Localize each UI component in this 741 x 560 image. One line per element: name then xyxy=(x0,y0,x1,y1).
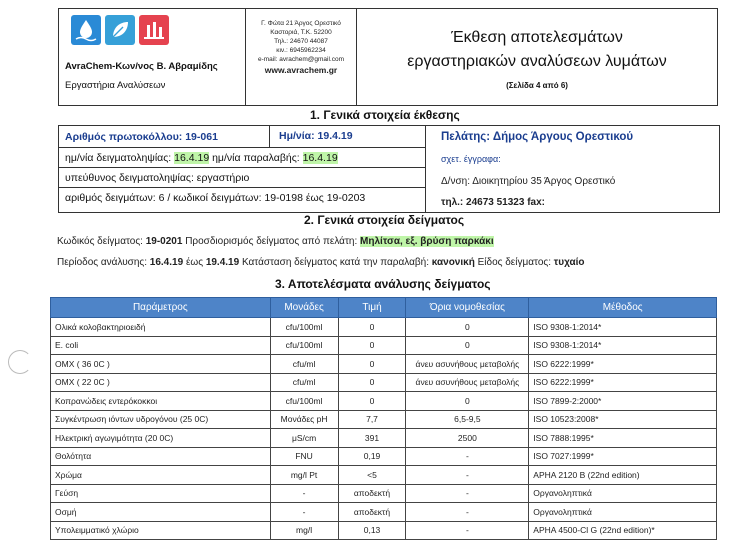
col-method: Μέθοδος xyxy=(529,298,717,318)
param-cell: Ολικά κολοβακτηριοειδή xyxy=(51,318,271,337)
value-cell: 0 xyxy=(338,373,406,392)
address-line-2: Καστοριά, Τ.Κ. 52200 xyxy=(270,29,332,36)
lab-name: Εργαστήρια Αναλύσεων xyxy=(65,80,166,91)
units-cell: - xyxy=(270,503,338,522)
results-body xyxy=(51,318,717,540)
title-block xyxy=(357,9,717,105)
limits-cell: άνευ ασυνήθους μεταβολής xyxy=(406,373,529,392)
responsible: υπεύθυνος δειγματοληψίας: εργαστήριο xyxy=(65,172,250,184)
value-cell: 7,7 xyxy=(338,410,406,429)
method-cell: ISO 10523:2008* xyxy=(529,410,717,429)
report-info-box xyxy=(58,125,720,213)
value-cell: 0 xyxy=(338,336,406,355)
value-cell: 0,19 xyxy=(338,447,406,466)
method-cell: ISO 7899-2:2000* xyxy=(529,392,717,411)
col-limits: Όρια νομοθεσίας xyxy=(406,298,529,318)
value-cell: 0 xyxy=(338,318,406,337)
table-row xyxy=(51,410,717,429)
table-row xyxy=(51,521,717,540)
website[interactable]: www.avrachem.gr xyxy=(264,65,338,75)
client-address: Δ/νση: Διοικητηρίου 35 Άργος Ορεστικό xyxy=(441,176,616,187)
limits-cell: 0 xyxy=(406,392,529,411)
limits-cell: - xyxy=(406,447,529,466)
table-row xyxy=(51,466,717,485)
leaf-logo-icon xyxy=(105,15,135,45)
sample-kind: τυχαίο xyxy=(553,257,585,268)
param-cell: Γεύση xyxy=(51,484,271,503)
units-cell: cfu/ml xyxy=(270,355,338,374)
limits-cell: 0 xyxy=(406,318,529,337)
responsible-row xyxy=(59,168,425,188)
table-row xyxy=(51,373,717,392)
client-phone: τηλ.: 24673 51323 fax: xyxy=(441,197,545,208)
method-cell: ISO 7888:1995* xyxy=(529,429,717,448)
report-date: Ημ/νία: 19.4.19 xyxy=(279,130,353,142)
sampling-date: 16.4.19 xyxy=(174,152,210,164)
contact-block xyxy=(246,9,357,105)
param-cell: Χρώμα xyxy=(51,466,271,485)
section-3-title: 3. Αποτελέσματα ανάλυσης δείγματος xyxy=(275,277,491,291)
period-to-label: έως xyxy=(185,257,204,268)
protocol-number: Αριθμός πρωτοκόλλου: 19-061 xyxy=(65,131,218,143)
method-cell: ISO 6222:1999* xyxy=(529,355,717,374)
period-label: Περίοδος ανάλυσης: xyxy=(57,257,147,268)
param-cell: ΟΜΧ ( 22 0C ) xyxy=(51,373,271,392)
param-cell: ΟΜΧ ( 36 0C ) xyxy=(51,355,271,374)
section-1-title: 1. Γενικά στοιχεία έκθεσης xyxy=(310,108,460,122)
identification-label: Προσδιορισμός δείγματος από πελάτη: xyxy=(185,236,358,247)
table-row xyxy=(51,447,717,466)
limits-cell: - xyxy=(406,503,529,522)
method-cell: ISO 9308-1:2014* xyxy=(529,336,717,355)
kind-label: Είδος δείγματος: xyxy=(477,257,551,268)
param-cell: E. coli xyxy=(51,336,271,355)
samples-row xyxy=(59,188,425,210)
date-divider xyxy=(269,126,270,148)
sample-identification: Μηλίτσα, εξ. βρύση παρκάκι xyxy=(360,236,494,247)
col-parameter: Παράμετρος xyxy=(51,298,271,318)
method-cell: APHA 4500-Cl G (22nd edition)* xyxy=(529,521,717,540)
period-to: 19.4.19 xyxy=(205,257,240,268)
client-name: Πελάτης: Δήμος Άργους Ορεστικού xyxy=(441,131,634,143)
col-value: Τιμή xyxy=(338,298,406,318)
table-row xyxy=(51,484,717,503)
method-cell: ISO 7027:1999* xyxy=(529,447,717,466)
method-cell: ISO 6222:1999* xyxy=(529,373,717,392)
table-row xyxy=(51,392,717,411)
col-units: Μονάδες xyxy=(270,298,338,318)
analysis-period-line xyxy=(57,257,585,268)
scan-hole-mark xyxy=(8,350,32,374)
page-number: (Σελίδα 4 από 6) xyxy=(506,81,568,90)
period-from: 16.4.19 xyxy=(149,257,184,268)
param-cell: Συγκέντρωση ιόντων υδρογόνου (25 0C) xyxy=(51,410,271,429)
value-cell: 0 xyxy=(338,355,406,374)
state-label: Κατάσταση δείγματος κατά την παραλαβή: xyxy=(241,257,429,268)
sample-code-label: Κωδικός δείγματος: xyxy=(57,236,143,247)
param-cell: Ηλεκτρική αγωγιμότητα (20 0C) xyxy=(51,429,271,448)
limits-cell: - xyxy=(406,521,529,540)
address-line-1: Γ. Φώτα 21 Άργος Ορεστικό xyxy=(261,20,341,27)
param-cell: Κοπρανώδεις εντερόκοκκοι xyxy=(51,392,271,411)
client-divider xyxy=(425,126,426,212)
factory-logo-icon xyxy=(139,15,169,45)
units-cell: mg/l Pt xyxy=(270,466,338,485)
value-cell: αποδεκτή xyxy=(338,503,406,522)
value-cell: <5 xyxy=(338,466,406,485)
method-cell: Οργανοληπτικά xyxy=(529,503,717,522)
value-cell: 391 xyxy=(338,429,406,448)
units-cell: FNU xyxy=(270,447,338,466)
units-cell: Μονάδες pH xyxy=(270,410,338,429)
receipt-date: 16.4.19 xyxy=(302,152,338,164)
units-cell: cfu/100ml xyxy=(270,392,338,411)
param-cell: Οσμή xyxy=(51,503,271,522)
receipt-label: ημ/νία παραλαβής: xyxy=(212,152,300,164)
units-cell: cfu/ml xyxy=(270,373,338,392)
limits-cell: 6,5-9,5 xyxy=(406,410,529,429)
method-cell: ISO 9308-1:2014* xyxy=(529,318,717,337)
units-cell: - xyxy=(270,484,338,503)
units-cell: cfu/100ml xyxy=(270,318,338,337)
water-drop-logo-icon xyxy=(71,15,101,45)
value-cell: αποδεκτή xyxy=(338,484,406,503)
report-header xyxy=(58,8,718,106)
samples: αριθμός δειγμάτων: 6 / κωδικοί δειγμάτων: 19-0198 έως 19-0203 xyxy=(65,192,366,204)
limits-cell: 2500 xyxy=(406,429,529,448)
limits-cell: - xyxy=(406,466,529,485)
results-header-row xyxy=(51,298,717,318)
dates-row xyxy=(59,148,425,168)
value-cell: 0 xyxy=(338,392,406,411)
units-cell: cfu/100ml xyxy=(270,336,338,355)
limits-cell: άνευ ασυνήθους μεταβολής xyxy=(406,355,529,374)
email: e-mail: avrachem@gmail.com xyxy=(257,56,345,63)
sampling-label: ημ/νία δειγματοληψίας: xyxy=(65,152,172,164)
limits-cell: - xyxy=(406,484,529,503)
table-row xyxy=(51,318,717,337)
related-docs: σχετ. έγγραφα: xyxy=(441,154,501,164)
sample-code-line xyxy=(57,236,494,247)
param-cell: Θολότητα xyxy=(51,447,271,466)
report-title-line-2: εργαστηριακών αναλύσεων λυμάτων xyxy=(407,53,667,70)
value-cell: 0,13 xyxy=(338,521,406,540)
protocol-row xyxy=(59,126,425,148)
table-row xyxy=(51,429,717,448)
phone: Τηλ.: 24670 44087 xyxy=(274,38,328,45)
param-cell: Υπολειμματικό χλώριο xyxy=(51,521,271,540)
table-row xyxy=(51,336,717,355)
method-cell: Οργανοληπτικά xyxy=(529,484,717,503)
report-title-line-1: Έκθεση αποτελεσμάτων xyxy=(451,29,623,46)
units-cell: mg/l xyxy=(270,521,338,540)
sample-state: κανονική xyxy=(431,257,475,268)
mobile: κιν.: 6945962234 xyxy=(276,47,326,54)
limits-cell: 0 xyxy=(406,336,529,355)
company-block xyxy=(59,9,246,105)
units-cell: μS/cm xyxy=(270,429,338,448)
table-row xyxy=(51,355,717,374)
company-name: AvraChem-Κων/νος Β. Αβραμίδης xyxy=(65,61,218,72)
table-row xyxy=(51,503,717,522)
sample-code: 19-0201 xyxy=(145,236,183,247)
method-cell: APHA 2120 B (22nd edition) xyxy=(529,466,717,485)
section-2-title: 2. Γενικά στοιχεία δείγματος xyxy=(304,213,465,227)
results-table xyxy=(50,297,717,540)
